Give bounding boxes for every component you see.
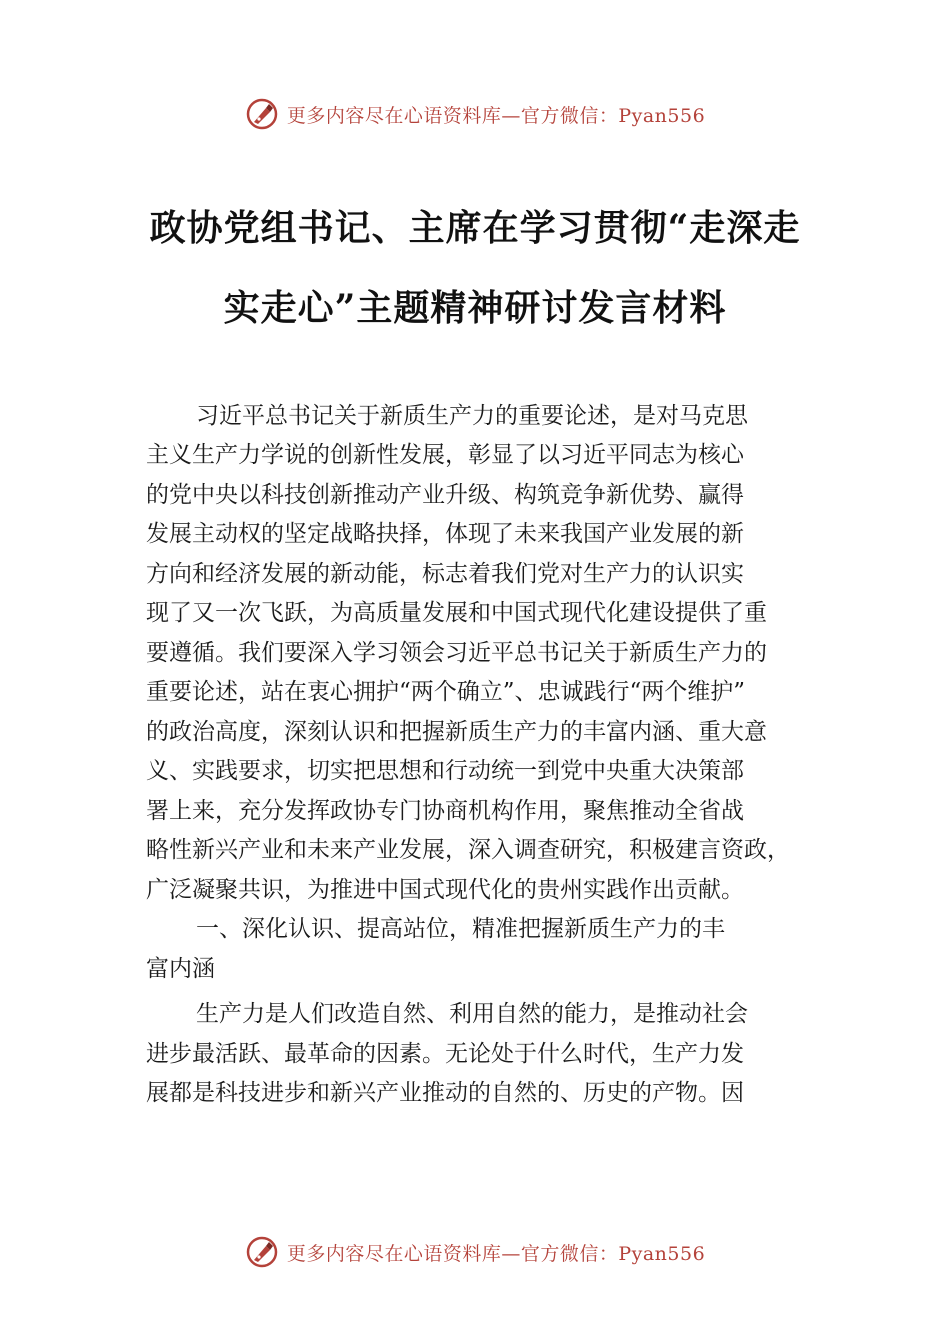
- pen-nib-logo-icon: [245, 1235, 279, 1269]
- section-heading-line: 富内涵: [146, 956, 215, 982]
- footer-watermark-banner: [0, 1232, 950, 1272]
- body-line: 现了又一次飞跃，为高质量发展和中国式现代化建设提供了重: [146, 600, 767, 626]
- body-line: 要遵循。我们要深入学习领会习近平总书记关于新质生产力的: [146, 640, 767, 666]
- body-line: 进步最活跃、最革命的因素。无论处于什么时代，生产力发: [146, 1041, 744, 1067]
- document-title-line-1: 政协党组书记、主席在学习贯彻“走深走: [149, 207, 801, 249]
- section-heading-line: 一、深化认识、提高站位，精准把握新质生产力的丰: [196, 916, 725, 942]
- body-line: 发展主动权的坚定战略抉择，体现了未来我国产业发展的新: [146, 521, 744, 547]
- banner-text: 更多内容尽在心语资料库—官方微信：Pyan556: [286, 104, 706, 127]
- body-line: 展都是科技进步和新兴产业推动的自然的、历史的产物。因: [146, 1080, 744, 1106]
- body-line: 重要论述，站在衷心拥护“两个确立”、忠诚践行“两个维护”: [146, 679, 746, 705]
- body-line: 广泛凝聚共识，为推进中国式现代化的贵州实践作出贡献。: [146, 877, 744, 903]
- body-line: 的党中央以科技创新推动产业升级、构筑竞争新优势、赢得: [146, 482, 744, 508]
- body-line: 主义生产力学说的创新性发展，彰显了以习近平同志为核心: [146, 442, 744, 468]
- pen-nib-logo-icon: [245, 97, 279, 131]
- document-title-line-2: 实走心”主题精神研讨发言材料: [223, 287, 727, 329]
- body-line: 的政治高度，深刻认识和把握新质生产力的丰富内涵、重大意: [146, 719, 767, 745]
- body-line: 署上来，充分发挥政协专门协商机构作用，聚焦推动全省战: [146, 798, 744, 824]
- banner-text: 更多内容尽在心语资料库—官方微信：Pyan556: [286, 1242, 706, 1265]
- body-line: 义、实践要求，切实把思想和行动统一到党中央重大决策部: [146, 758, 744, 784]
- body-line: 生产力是人们改造自然、利用自然的能力，是推动社会: [196, 1001, 748, 1027]
- body-line: 略性新兴产业和未来产业发展，深入调查研究，积极建言资政，: [146, 837, 790, 863]
- header-watermark-banner: [0, 94, 950, 134]
- body-line: 方向和经济发展的新动能，标志着我们党对生产力的认识实: [146, 561, 744, 587]
- body-line: 习近平总书记关于新质生产力的重要论述，是对马克思: [196, 403, 748, 429]
